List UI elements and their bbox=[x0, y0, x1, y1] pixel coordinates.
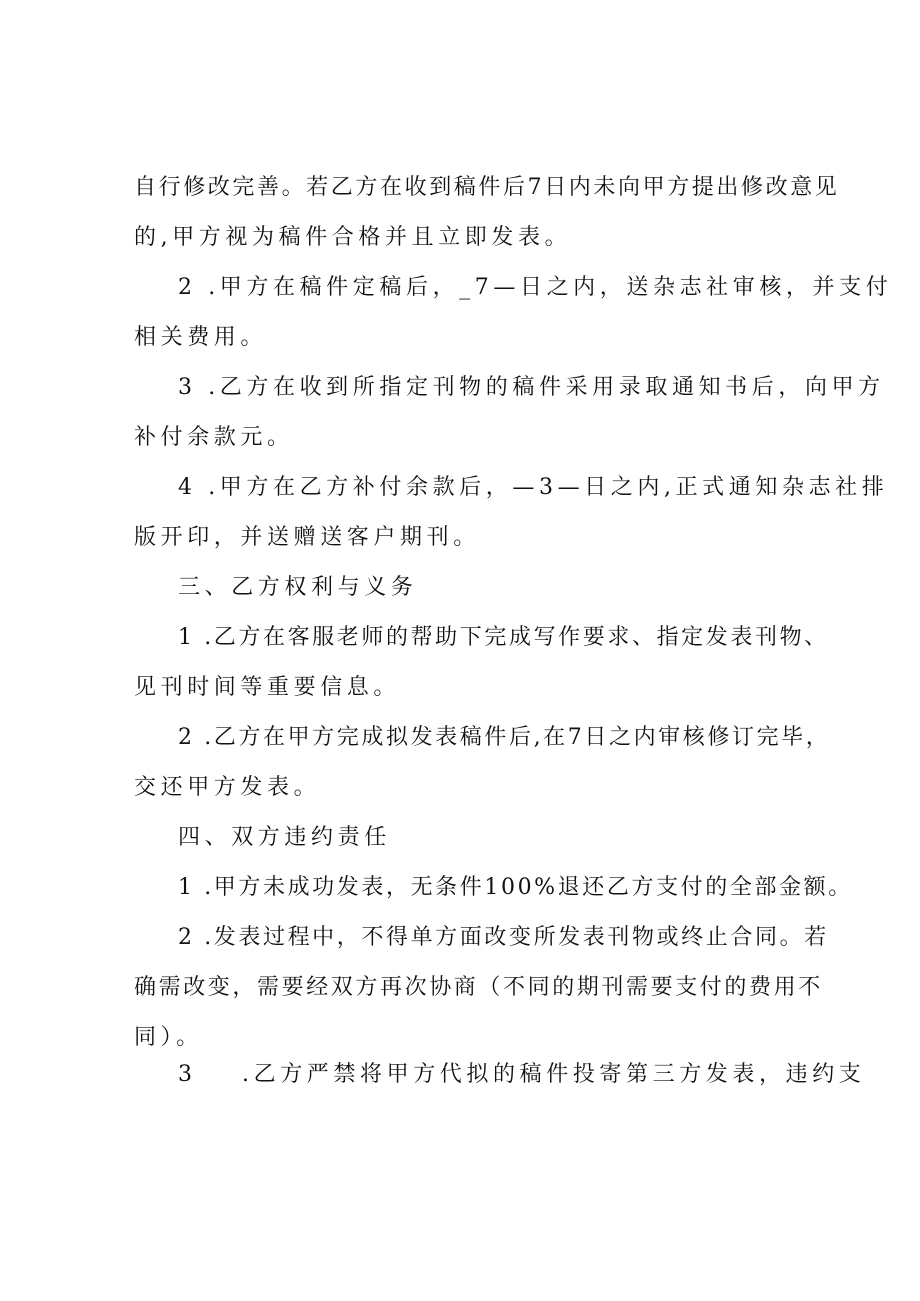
clause-line: 4 .甲方在乙方补付余款后，—3—日之内,正式通知杂志社排 bbox=[178, 475, 889, 500]
paragraph-line: 版开印，并送赠送客户期刊。 bbox=[134, 525, 480, 550]
clause-line: .乙方严禁将甲方代拟的稿件投寄第三方发表，违约支 bbox=[242, 1062, 866, 1087]
clause-line: 2 .甲方在稿件定稿后，_7—日之内，送杂志社审核，并支付 bbox=[178, 275, 893, 300]
paragraph-line: 见刊时间等重要信息。 bbox=[134, 675, 401, 700]
paragraph-line: 的,甲方视为稿件合格并且立即发表。 bbox=[134, 225, 572, 250]
paragraph-line: 确需改变，需要经双方再次协商（不同的期刊需要支付的费用不 bbox=[134, 975, 823, 1000]
paragraph-line: 交还甲方发表。 bbox=[134, 775, 321, 800]
clause-line: 3 .乙方在收到所指定刊物的稿件采用录取通知书后，向甲方 bbox=[178, 375, 885, 400]
clause-line: 1 .甲方未成功发表，无条件100%退还乙方支付的全部金额。 bbox=[178, 875, 853, 900]
clause-line: 2 .乙方在甲方完成拟发表稿件后,在7日之内审核修订完毕， bbox=[178, 725, 831, 750]
clause-line: 2 .发表过程中，不得单方面改变所发表刊物或终止合同。若 bbox=[178, 925, 829, 950]
clause-line: 1 .乙方在客服老师的帮助下完成写作要求、指定发表刊物、 bbox=[178, 625, 829, 650]
paragraph-line: 同）。 bbox=[134, 1025, 203, 1050]
paragraph-line: 自行修改完善。若乙方在收到稿件后7日内未向甲方提出修改意见 bbox=[134, 175, 840, 200]
paragraph-line: 相关费用。 bbox=[134, 325, 268, 350]
section-heading: 四、双方违约责任 bbox=[178, 825, 391, 850]
paragraph-line: 补付余款元。 bbox=[134, 425, 294, 450]
clause-number: 3 bbox=[178, 1062, 197, 1087]
section-heading: 三、乙方权利与义务 bbox=[178, 575, 418, 600]
